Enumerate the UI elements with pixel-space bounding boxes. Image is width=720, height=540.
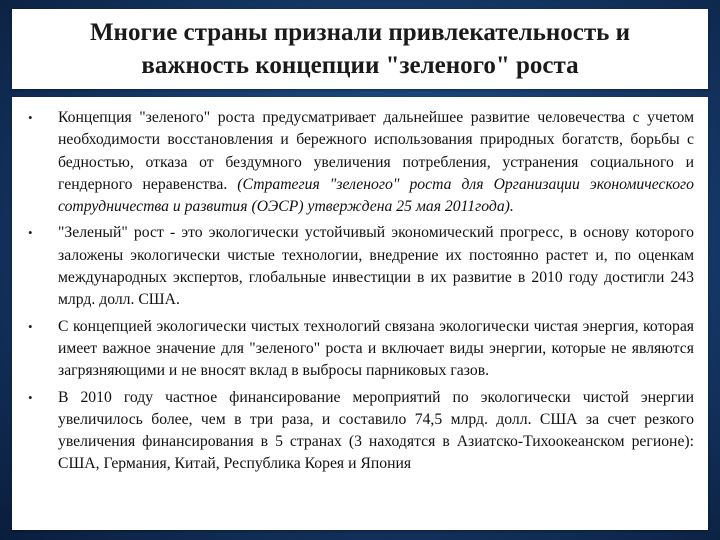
bullet-text: Концепция "зеленого" роста предусматривает дальнейшее развитие человечества с учетом необходимости восстановления и бережного использования природных богатств, борьбы с бедностью, отказа от бездумного увеличения потребления, устранения социального и гендерного неравенства. — [58, 109, 694, 193]
bullet-text: В 2010 году частное финансирование мероприятий по экологически чистой энергии увеличилось более, чем в три раза, и составило 74,5 млрд. долл. США за счет резкого увеличения финансирования в 5 странах (3 находятся в Азиатско-Тихоокеанском регионе): США, Германия, Китай, Республика Корея и Япония — [58, 388, 694, 473]
bullet-icon: • — [28, 318, 33, 334]
bullet-icon: • — [28, 389, 33, 405]
bullet-item — [24, 316, 694, 383]
bullet-icon: • — [28, 110, 33, 125]
title-panel — [12, 9, 708, 89]
bullet-item — [24, 387, 694, 476]
slide-title: Многие страны признали привлекательность и важность концепции "зеленого" роста — [89, 19, 631, 79]
bullet-text: "Зеленый" рост - это экологически устойчивый экономический прогресс, в основу которого заложены экологически чистые технологии, внедрение их постоянно растет и, по оценкам международных экспертов, глобальные инвестиции в их развитие в 2010 году достигли 243 млрд. долл. США. — [58, 224, 694, 309]
bullet-item — [24, 107, 694, 218]
bullet-citation: (Стратегия "зеленого" роста для Организации экономического сотрудничества и развития (ОЭСР) утверждена 25 мая 2011года). — [58, 175, 694, 216]
bullet-list — [24, 107, 694, 476]
content-panel — [12, 97, 708, 530]
bullet-icon: • — [28, 225, 33, 241]
bullet-item — [24, 222, 694, 311]
bullet-text: С концепцией экологически чистых технологий связана экологически чистая энергия, которая имеет важное значение для "зеленого" роста и включает виды энергии, которые не являются загрязняющими и не вносят вклад в выбросы парниковых газов. — [58, 317, 694, 380]
